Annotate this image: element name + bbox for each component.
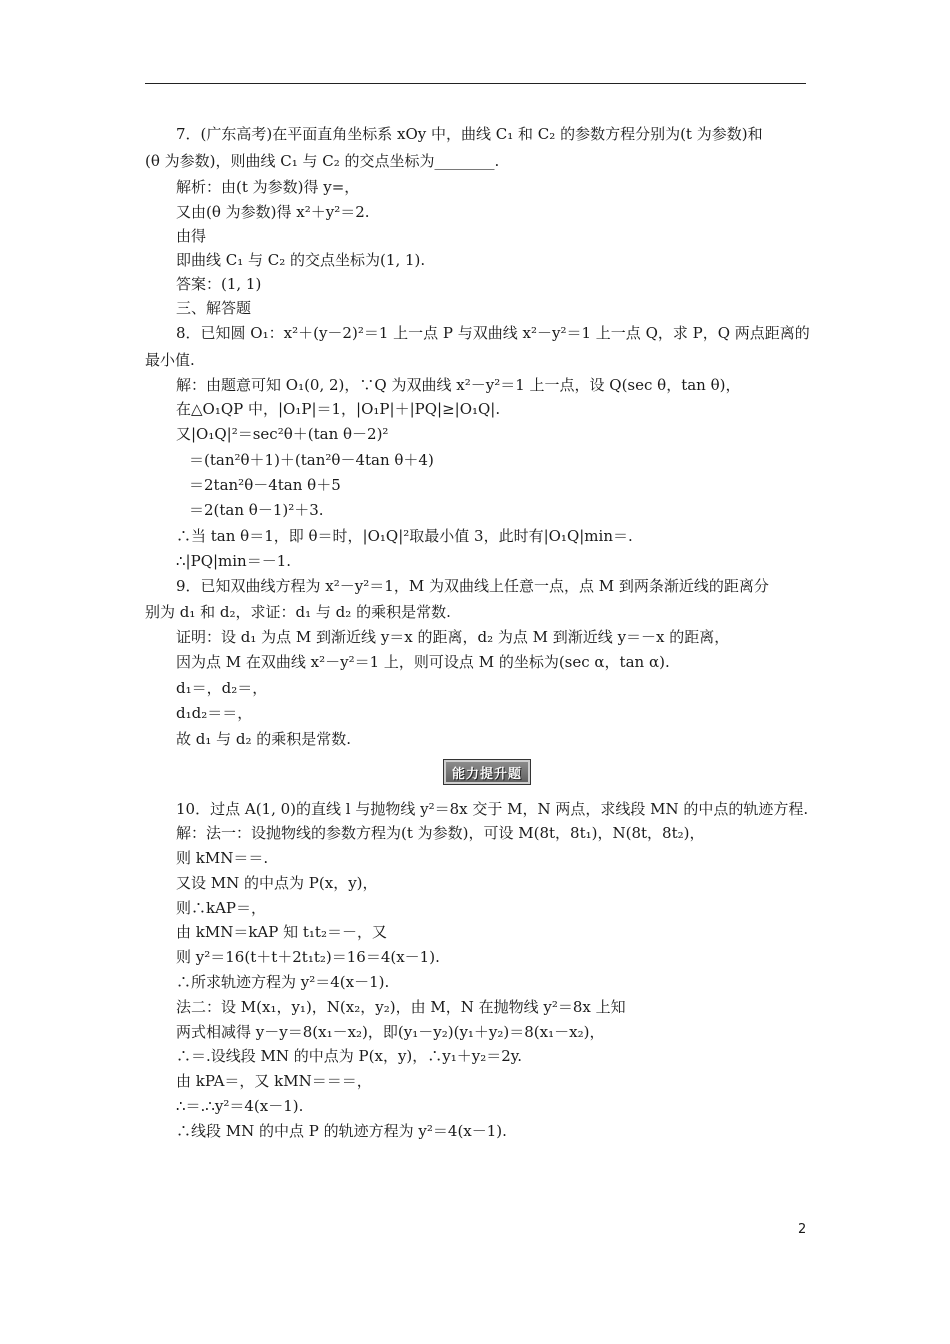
text-line: 由得 [176, 227, 207, 245]
section-heading: 三、解答题 [176, 299, 252, 317]
text-line: 答案：(1, 1) [176, 275, 262, 293]
text-line: 又|O₁Q|²＝sec²θ＋(tan θ－2)² [176, 425, 389, 443]
text-line: 7．(广东高考)在平面直角坐标系 xOy 中，曲线 C₁ 和 C₂ 的参数方程分别为(t 为参数)和 [176, 125, 763, 143]
section-badge [443, 759, 531, 785]
text-line: 解：法一：设抛物线的参数方程为(t 为参数)，可设 M(8t，8t₁)，N(8t，8t₂)， [176, 824, 705, 842]
text-line: ＝(tan²θ＋1)＋(tan²θ－4tan θ＋4) [189, 451, 434, 469]
text-line: ∴＝.∴y²＝4(x－1). [176, 1097, 304, 1115]
text-line: 则∴kAP＝， [176, 899, 267, 917]
text-line: d₁d₂＝＝， [176, 704, 253, 722]
text-line: d₁＝，d₂＝， [176, 679, 268, 697]
text-line: 因为点 M 在双曲线 x²－y²＝1 上，则可设点 M 的坐标为(sec α，tan α). [176, 653, 670, 671]
text-line: ∴线段 MN 的中点 P 的轨迹方程为 y²＝4(x－1). [176, 1122, 507, 1140]
text-line: 又设 MN 的中点为 P(x，y)， [176, 874, 378, 892]
text-line: 由 kMN＝kAP 知 t₁t₂＝－，又 [176, 923, 387, 941]
text-line: 即曲线 C₁ 与 C₂ 的交点坐标为(1, 1). [176, 251, 426, 269]
text-line: (θ 为参数)，则曲线 C₁ 与 C₂ 的交点坐标为________. [145, 152, 500, 170]
text-line: ∴所求轨迹方程为 y²＝4(x－1). [176, 973, 390, 991]
header-rule [145, 83, 806, 84]
text-line: 证明：设 d₁ 为点 M 到渐近线 y＝x 的距离，d₂ 为点 M 到渐近线 y＝－x 的距离， [176, 628, 730, 646]
text-line: 10．过点 A(1, 0)的直线 l 与抛物线 y²＝8x 交于 M，N 两点，求线段 MN 的中点的轨迹方程. [176, 800, 809, 818]
text-line: 解析：由(t 为参数)得 y=， [176, 178, 360, 196]
text-line: 则 kMN＝＝. [176, 849, 269, 867]
text-line: 故 d₁ 与 d₂ 的乘积是常数. [176, 730, 352, 748]
text-line: ∴＝.设线段 MN 的中点为 P(x，y)，∴y₁＋y₂＝2y. [176, 1047, 523, 1065]
page-number: 2 [798, 1222, 807, 1237]
text-line: 法二：设 M(x₁，y₁)，N(x₂，y₂)，由 M，N 在抛物线 y²＝8x 上知 [176, 998, 626, 1016]
text-line: 在△O₁QP 中，|O₁P|＝1，|O₁P|＋|PQ|≥|O₁Q|. [176, 400, 501, 418]
text-line: ∴当 tan θ＝1，即 θ＝时，|O₁Q|²取最小值 3，此时有|O₁Q|min＝. [176, 527, 633, 545]
text-line: 由 kPA＝，又 kMN＝＝＝， [176, 1072, 372, 1090]
text-line: 最小值. [145, 351, 195, 369]
text-line: 两式相减得 y－y＝8(x₁－x₂)，即(y₁－y₂)(y₁＋y₂)＝8(x₁－x₂)， [176, 1023, 605, 1041]
text-line: 又由(θ 为参数)得 x²＋y²＝2. [176, 203, 370, 221]
text-line: 别为 d₁ 和 d₂，求证：d₁ 与 d₂ 的乘积是常数. [145, 603, 451, 621]
section-badge-label: 能力提升题 [451, 766, 522, 782]
text-line: ＝2(tan θ－1)²＋3. [189, 501, 324, 519]
text-line: 8．已知圆 O₁：x²＋(y－2)²＝1 上一点 P 与双曲线 x²－y²＝1 上一点 Q，求 P，Q 两点距离的 [176, 324, 810, 342]
text-line: 9．已知双曲线方程为 x²－y²＝1，M 为双曲线上任意一点，点 M 到两条渐近线的距离分 [176, 577, 769, 595]
text-line: 则 y²＝16(t＋t＋2t₁t₂)＝16＝4(x－1). [176, 948, 440, 966]
text-line: ∴|PQ|min＝－1. [176, 552, 292, 570]
text-line: 解：由题意可知 O₁(0, 2)，∵Q 为双曲线 x²－y²＝1 上一点，设 Q(sec θ，tan θ)， [176, 376, 741, 394]
text-line: ＝2tan²θ－4tan θ＋5 [189, 476, 341, 494]
